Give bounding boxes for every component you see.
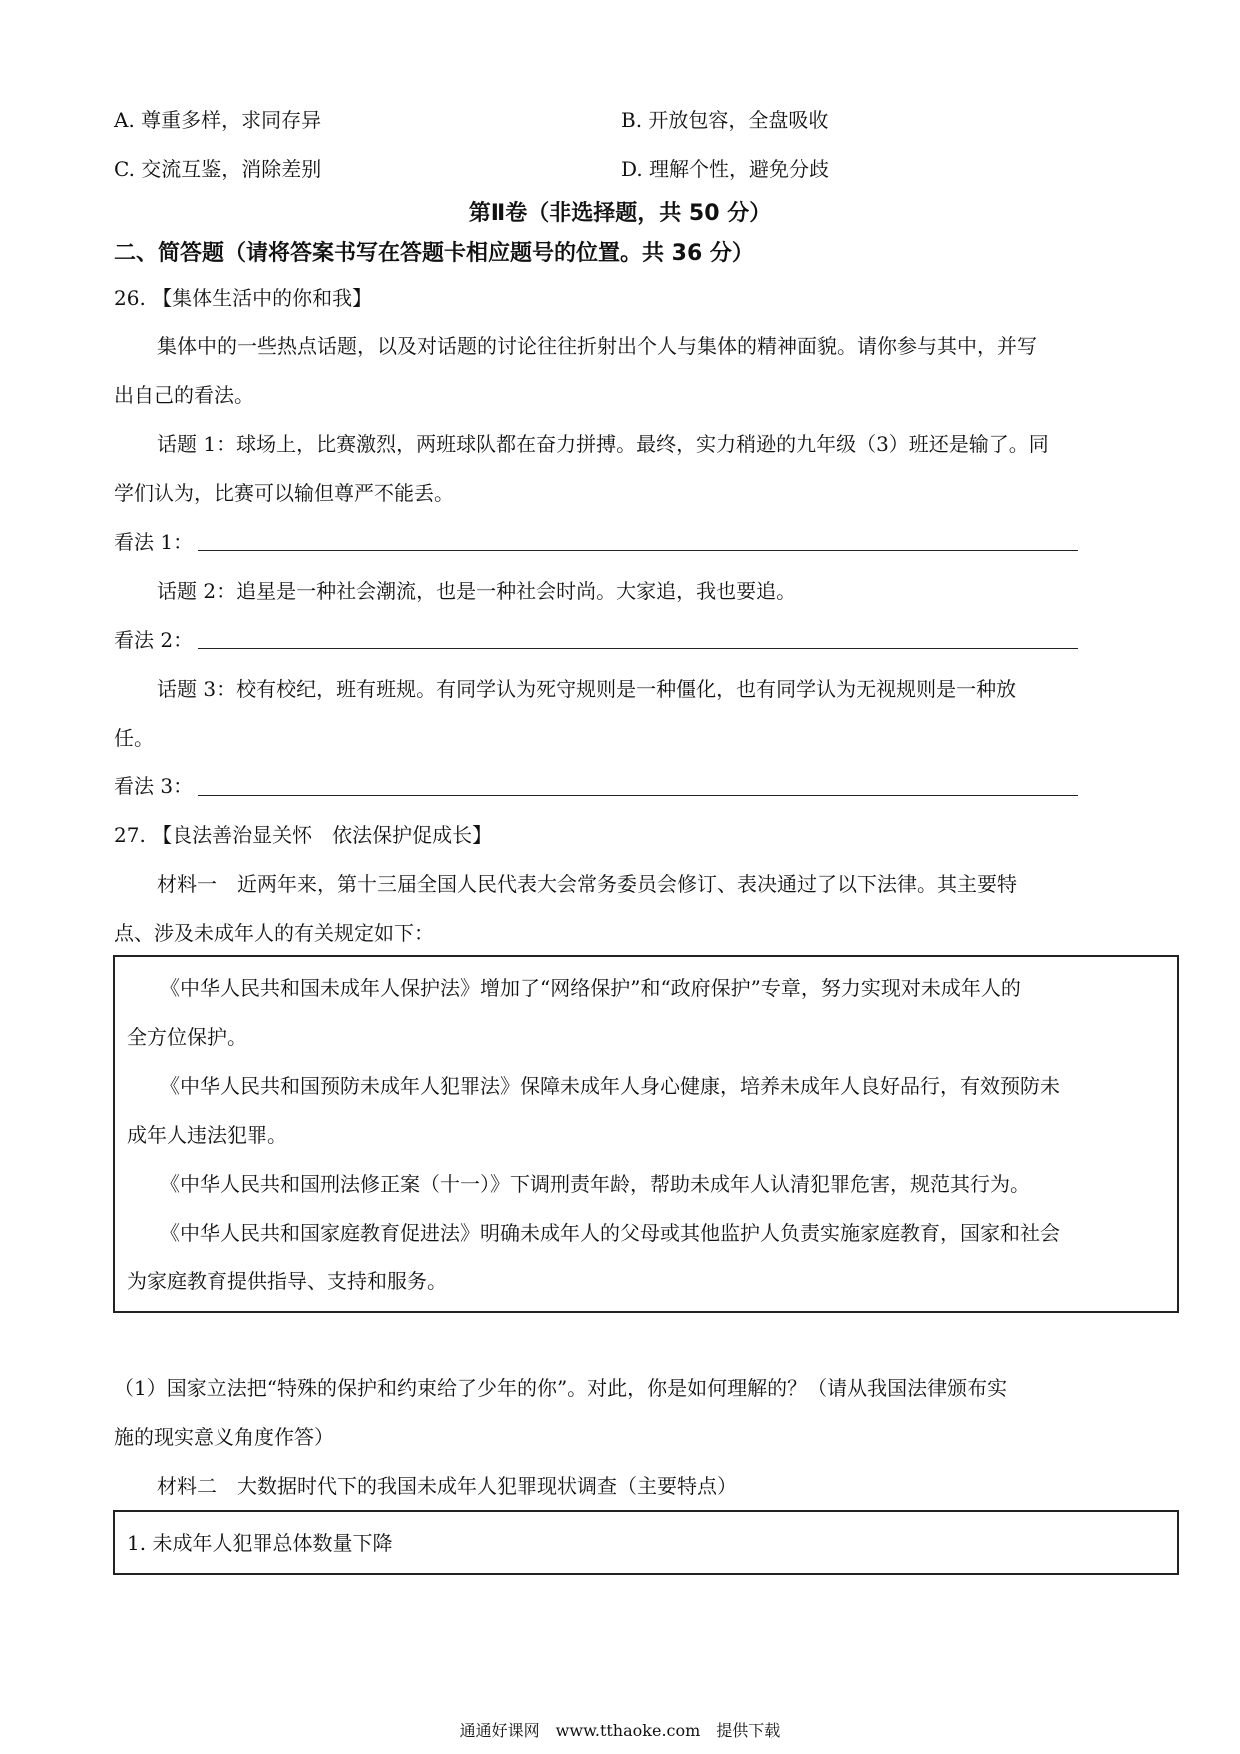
q26-intro-line2: 出自己的看法。 [114, 383, 254, 407]
box1-p1-line1: 《中华人民共和国未成年人保护法》增加了“网络保护”和“政府保护”专章，努力实现对未成年人的 [160, 976, 1021, 1000]
q26-title: 26. 【集体生活中的你和我】 [114, 286, 373, 310]
q27-sub1-line2: 施的现实意义角度作答） [114, 1425, 334, 1449]
view1-answer-line [198, 550, 1078, 551]
part2-title: 第Ⅱ卷（非选择题，共 50 分） [468, 201, 772, 226]
q26-topic3-line1: 话题 3：校有校纪，班有班规。有同学认为死守规则是一种僵化，也有同学认为无视规则是一种放 [157, 677, 1017, 701]
box1-p1-line2: 全方位保护。 [127, 1025, 247, 1049]
view2-label: 看法 2： [114, 628, 194, 652]
view3-label: 看法 3： [114, 774, 194, 798]
q26-topic2-line1: 话题 2：追星是一种社会潮流，也是一种社会时尚。大家追，我也要追。 [157, 579, 797, 603]
q27-title: 27. 【良法善治显关怀 依法保护促成长】 [114, 823, 493, 847]
q27-material2-title: 材料二 大数据时代下的我国未成年人犯罪现状调查（主要特点） [157, 1474, 737, 1498]
view2-answer-line [198, 648, 1078, 649]
box1-p4-line1: 《中华人民共和国家庭教育促进法》明确未成年人的父母或其他监护人负责实施家庭教育，国家和社会 [160, 1221, 1060, 1245]
view1-label: 看法 1： [114, 530, 194, 554]
q27-material1-line2: 点、涉及未成年人的有关规定如下： [114, 921, 434, 945]
material2-box [113, 1510, 1179, 1575]
section2-heading: 二、简答题（请将答案书写在答题卡相应题号的位置。共 36 分） [114, 241, 754, 266]
box1-p2-line1: 《中华人民共和国预防未成年人犯罪法》保障未成年人身心健康，培养未成年人良好品行，有效预防未 [160, 1074, 1060, 1098]
option-d: D. 理解个性，避免分歧 [621, 157, 830, 181]
view3-answer-line [198, 795, 1078, 796]
box1-p2-line2: 成年人违法犯罪。 [127, 1123, 287, 1147]
q26-topic1-line1: 话题 1：球场上，比赛激烈，两班球队都在奋力拼搏。最终，实力稍逊的九年级（3）班还是输了。同 [157, 432, 1049, 456]
q26-topic3-line2: 任。 [114, 726, 154, 750]
option-a: A. 尊重多样，求同存异 [114, 108, 322, 132]
box1-p4-line2: 为家庭教育提供指导、支持和服务。 [127, 1269, 447, 1293]
q27-sub1-line1: （1）国家立法把“特殊的保护和约束给了少年的你”。对此，你是如何理解的？（请从我国法律颁布实 [114, 1376, 1008, 1400]
footer-text: 通通好课网 www.tthaoke.com 提供下载 [459, 1721, 781, 1740]
option-c: C. 交流互鉴，消除差别 [114, 157, 322, 181]
box2-item1: 1. 未成年人犯罪总体数量下降 [127, 1531, 393, 1555]
q27-material1-line1: 材料一 近两年来，第十三届全国人民代表大会常务委员会修订、表决通过了以下法律。其主要特 [157, 872, 1017, 896]
box1-p3-line1: 《中华人民共和国刑法修正案（十一）》下调刑责年龄，帮助未成年人认清犯罪危害，规范其行为。 [160, 1172, 1030, 1196]
material1-box [113, 955, 1179, 1313]
q26-intro-line1: 集体中的一些热点话题，以及对话题的讨论往往折射出个人与集体的精神面貌。请你参与其中，并写 [157, 334, 1037, 358]
option-b: B. 开放包容，全盘吸收 [621, 108, 829, 132]
q26-topic1-line2: 学们认为，比赛可以输但尊严不能丢。 [114, 481, 454, 505]
